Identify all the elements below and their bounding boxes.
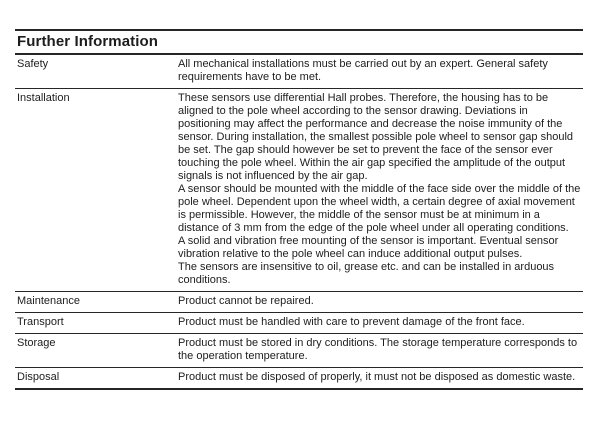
row-label: Installation (17, 92, 70, 104)
table-title: Further Information (15, 31, 583, 55)
row-value (178, 313, 583, 333)
paragraph: Product must be handled with care to prevent damage of the front face. (178, 316, 525, 328)
paragraph: All mechanical installations must be carried out by an expert. General safety requirements have to be met. (178, 58, 548, 83)
row-value (178, 55, 583, 88)
paragraph: A solid and vibration free mounting of the sensor is important. Eventual sensor vibration relative to the pole wheel can induce additional output pulses. (178, 235, 559, 260)
paragraph: A sensor should be mounted with the middle of the face side over the middle of the pole wheel. Dependent upon the wheel width, a certain degree of axial movement is permissible. However, the middle of the sensor must be at minimum in a distance of 3 mm from the edge of the pole wheel under all operating conditions. (178, 183, 581, 234)
table-row (15, 368, 583, 390)
row-label: Maintenance (17, 295, 80, 307)
row-label: Safety (17, 58, 49, 70)
row-label: Storage (17, 337, 56, 349)
further-information-table-body (15, 55, 583, 390)
row-label: Disposal (17, 371, 60, 383)
row-label: Transport (17, 316, 64, 328)
table-row (15, 313, 583, 334)
paragraph: Product cannot be repaired. (178, 295, 314, 307)
paragraph: The sensors are insensitive to oil, grease etc. and can be installed in arduous conditions. (178, 261, 555, 286)
row-value (178, 368, 583, 388)
paragraph: These sensors use differential Hall probes. Therefore, the housing has to be aligned to the pole wheel according to the sensor drawing. Deviations in positioning may affect the performance and decrease the noise immunity of the sensor. During installation, the smallest possible pole wheel to sensor gap should be set. The gap should however be set to prevent the face of the sensor ever touching the pole wheel. Within the air gap specified the amplitude of the output signals is not influenced by the air gap. (178, 92, 574, 182)
table-row (15, 55, 583, 89)
paragraph: Product must be stored in dry conditions. The storage temperature corresponds to the operation temperature. (178, 337, 578, 362)
row-value (178, 292, 583, 312)
further-information-table (15, 29, 583, 390)
row-value (178, 89, 583, 291)
table-row (15, 292, 583, 313)
table-row (15, 89, 583, 292)
table-row (15, 334, 583, 368)
row-value (178, 334, 583, 367)
paragraph: Product must be disposed of properly, it must not be disposed as domestic waste. (178, 371, 576, 383)
